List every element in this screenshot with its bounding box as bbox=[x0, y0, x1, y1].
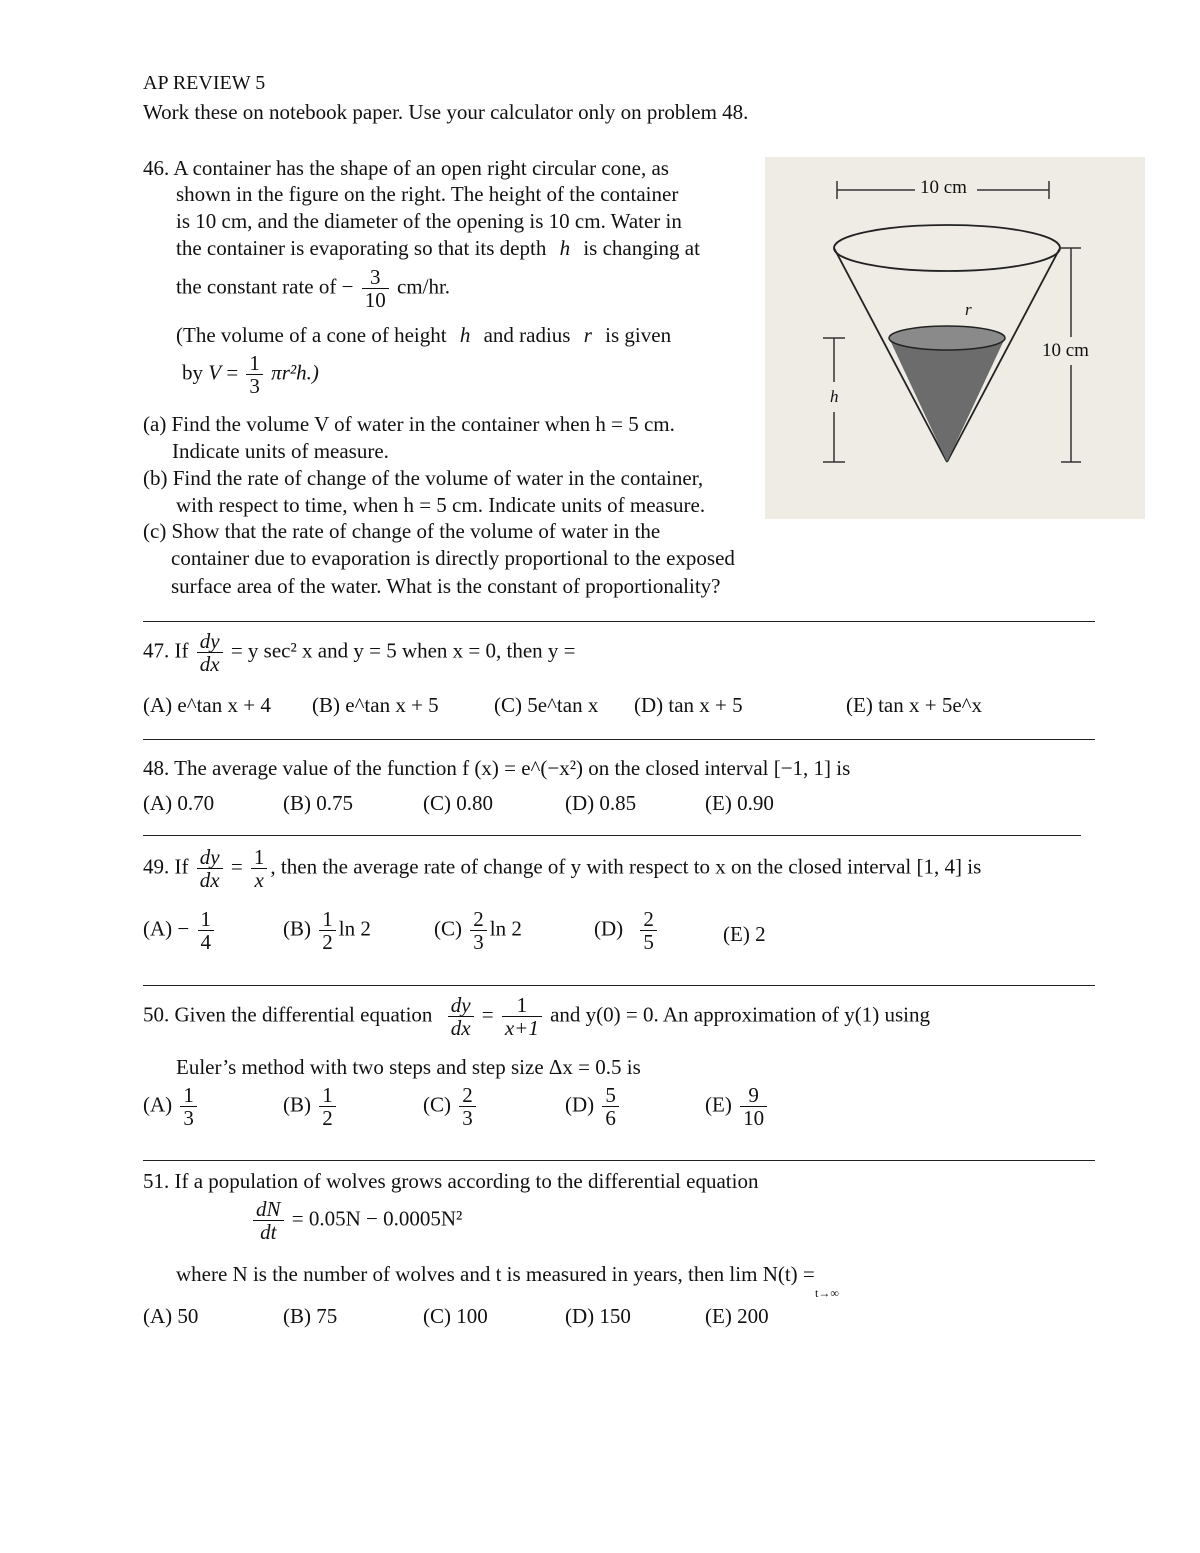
q49-den: dx bbox=[199, 868, 220, 893]
cone-rim bbox=[834, 225, 1060, 271]
divider-1 bbox=[143, 621, 1095, 622]
q47-stem bbox=[143, 630, 576, 675]
q49-d-den: 5 bbox=[643, 930, 654, 955]
q51-equation bbox=[250, 1198, 462, 1243]
q49-b-num: 1 bbox=[319, 908, 336, 931]
q50-option-a bbox=[143, 1084, 200, 1129]
q50-num: dy bbox=[448, 994, 474, 1017]
q47-prefix: 47. If bbox=[143, 638, 189, 663]
q46-part-c-line3: surface area of the water. What is the constant of proportionality? bbox=[171, 574, 721, 598]
q49-option-e: (E) 2 bbox=[723, 922, 766, 946]
q50-eq: = bbox=[481, 1002, 494, 1027]
q50-b-num: 1 bbox=[319, 1084, 336, 1107]
q49-d-label: (D) bbox=[594, 916, 624, 941]
q48-option-c: (C) 0.80 bbox=[423, 791, 493, 815]
q49-option-c bbox=[434, 908, 522, 953]
divider-2 bbox=[143, 739, 1095, 740]
q49-b-den: 2 bbox=[322, 930, 333, 955]
q50-stem bbox=[143, 994, 930, 1039]
q50-d-label: (D) bbox=[565, 1092, 595, 1117]
q49-option-b bbox=[283, 908, 371, 953]
q50-d-num: 5 bbox=[602, 1084, 619, 1107]
q49-a-num: 1 bbox=[198, 908, 215, 931]
q46-line1: 46. A container has the shape of an open right circular cone, as bbox=[143, 156, 669, 180]
q50-prefix: 50. Given the differential equation bbox=[143, 1002, 433, 1027]
q49-a-den: 4 bbox=[200, 930, 211, 955]
q46-volume-formula bbox=[182, 352, 319, 397]
q50-rest: and y(0) = 0. An approximation of y(1) using bbox=[550, 1002, 930, 1027]
q49-d-num: 2 bbox=[640, 908, 657, 931]
q50-e-den: 10 bbox=[743, 1106, 765, 1131]
q46-line4-a: the container is evaporating so that its depth bbox=[176, 236, 547, 260]
q46-vol-h: h bbox=[459, 323, 471, 347]
figure-h-label: h bbox=[830, 387, 839, 406]
instructions: Work these on notebook paper. Use your calculator only on problem 48. bbox=[143, 100, 749, 124]
q49-b-label: (B) bbox=[283, 916, 311, 941]
q47-option-b: (B) e^tan x + 5 bbox=[312, 693, 439, 717]
q49-c-num: 2 bbox=[470, 908, 487, 931]
q50-option-b bbox=[283, 1084, 339, 1129]
q46-part-b-line2: with respect to time, when h = 5 cm. Indicate units of measure. bbox=[176, 493, 706, 517]
q46-line3: is 10 cm, and the diameter of the opening is 10 cm. Water in bbox=[176, 209, 682, 233]
q46-part-c-line1: (c) Show that the rate of change of the volume of water in the bbox=[143, 519, 661, 543]
q46-by-rest: πr²h.) bbox=[271, 360, 319, 385]
q51-rest: = 0.05N − 0.0005N² bbox=[291, 1206, 463, 1231]
q50-b-den: 2 bbox=[322, 1106, 333, 1131]
q49-den2: x bbox=[254, 868, 264, 893]
q49-rest: , then the average rate of change of y with respect to x on the closed interval [1, 4] is bbox=[270, 854, 982, 879]
figure-top-label: 10 cm bbox=[920, 177, 967, 198]
q46-part-c-line2: container due to evaporation is directly proportional to the exposed bbox=[171, 546, 735, 570]
q46-vol-a: (The volume of a cone of height bbox=[176, 323, 447, 347]
q49-num2: 1 bbox=[251, 846, 268, 869]
q46-line2: shown in the figure on the right. The height of the container bbox=[176, 182, 679, 206]
q51-line3: where N is the number of wolves and t is measured in years, then lim N(t) = bbox=[176, 1262, 815, 1286]
q51-option-d: (D) 150 bbox=[565, 1304, 631, 1328]
water-surface bbox=[889, 326, 1005, 350]
q46-by-V: V bbox=[208, 360, 222, 385]
q51-option-e: (E) 200 bbox=[705, 1304, 769, 1328]
q49-option-a bbox=[143, 908, 217, 953]
divider-4 bbox=[143, 985, 1095, 986]
q46-var-h: h bbox=[559, 236, 571, 260]
q49-c-den: 3 bbox=[473, 930, 484, 955]
q50-option-d bbox=[565, 1084, 622, 1129]
q46-rate-suffix: cm/hr. bbox=[396, 274, 451, 299]
q50-e-label: (E) bbox=[705, 1092, 732, 1117]
q50-b-label: (B) bbox=[283, 1092, 311, 1117]
q50-option-c bbox=[423, 1084, 479, 1129]
q51-option-c: (C) 100 bbox=[423, 1304, 488, 1328]
q46-rate-num: 3 bbox=[362, 266, 389, 289]
q46-by-num: 1 bbox=[246, 352, 263, 375]
water-body bbox=[889, 338, 1005, 462]
q46-vol-b: and radius bbox=[483, 323, 571, 347]
q46-part-b-line1: (b) Find the rate of change of the volume of water in the container, bbox=[143, 466, 704, 490]
q47-option-c: (C) 5e^tan x bbox=[494, 693, 599, 717]
q47-num: dy bbox=[197, 630, 223, 653]
q47-option-e: (E) tan x + 5e^x bbox=[846, 693, 982, 717]
divider-5 bbox=[143, 1160, 1095, 1161]
q50-c-label: (C) bbox=[423, 1092, 451, 1117]
q51-lim-sub: t→∞ bbox=[815, 1286, 839, 1300]
q48-option-b: (B) 0.75 bbox=[283, 791, 353, 815]
page-title: AP REVIEW 5 bbox=[143, 72, 266, 94]
q49-c-label: (C) bbox=[434, 916, 462, 941]
q46-by: by bbox=[182, 360, 203, 385]
q51-option-a: (A) 50 bbox=[143, 1304, 199, 1328]
q50-num2: 1 bbox=[502, 994, 542, 1017]
q48-stem: 48. The average value of the function f (x) = e^(−x²) on the closed interval [−1, 1] is bbox=[143, 756, 851, 780]
q50-c-num: 2 bbox=[459, 1084, 476, 1107]
q50-a-den: 3 bbox=[183, 1106, 194, 1131]
q46-rate-den: 10 bbox=[364, 288, 386, 313]
cone-diagram bbox=[765, 157, 1145, 519]
q46-line4-b: is changing at bbox=[583, 236, 700, 260]
q47-den: dx bbox=[199, 652, 220, 677]
q48-option-a: (A) 0.70 bbox=[143, 791, 215, 815]
q46-rate bbox=[176, 266, 450, 311]
q49-a-label: (A) − bbox=[143, 916, 190, 941]
q46-part-a-line2: Indicate units of measure. bbox=[172, 439, 389, 463]
q46-vol-c: is given bbox=[605, 323, 672, 347]
q48-option-d: (D) 0.85 bbox=[565, 791, 637, 815]
q46-volume-line bbox=[176, 323, 671, 348]
q50-d-den: 6 bbox=[605, 1106, 616, 1131]
q51-option-b: (B) 75 bbox=[283, 1304, 338, 1328]
q49-b-after: ln 2 bbox=[338, 916, 371, 941]
q50-e-num: 9 bbox=[740, 1084, 767, 1107]
q50-line2: Euler’s method with two steps and step size Δx = 0.5 is bbox=[176, 1055, 641, 1079]
q47-option-d: (D) tan x + 5 bbox=[634, 693, 743, 717]
q50-den: dx bbox=[450, 1016, 471, 1041]
figure-r-label: r bbox=[965, 300, 972, 319]
q48-option-e: (E) 0.90 bbox=[705, 791, 774, 815]
q49-stem bbox=[143, 846, 981, 891]
q51-line1: 51. If a population of wolves grows according to the differential equation bbox=[143, 1169, 759, 1193]
q47-rest: = y sec² x and y = 5 when x = 0, then y = bbox=[230, 638, 576, 663]
q51-den: dt bbox=[260, 1220, 277, 1245]
q50-den2: x+1 bbox=[504, 1016, 539, 1041]
q49-num: dy bbox=[197, 846, 223, 869]
q51-num: dN bbox=[253, 1198, 284, 1221]
q46-by-eq: = bbox=[226, 360, 239, 385]
figure-right-label: 10 cm bbox=[1042, 340, 1089, 361]
q50-a-num: 1 bbox=[180, 1084, 197, 1107]
q47-option-a: (A) e^tan x + 4 bbox=[143, 693, 271, 717]
cone-figure bbox=[765, 157, 1145, 519]
divider-3 bbox=[143, 835, 1081, 836]
q46-vol-r: r bbox=[583, 323, 592, 347]
q46-by-den: 3 bbox=[249, 374, 260, 399]
q46-rate-prefix: the constant rate of − bbox=[176, 274, 354, 299]
q50-a-label: (A) bbox=[143, 1092, 173, 1117]
q46-part-a-line1: (a) Find the volume V of water in the container when h = 5 cm. bbox=[143, 412, 675, 436]
q46-line4 bbox=[176, 236, 700, 261]
q50-c-den: 3 bbox=[462, 1106, 473, 1131]
q49-c-after: ln 2 bbox=[489, 916, 522, 941]
q49-prefix: 49. If bbox=[143, 854, 189, 879]
q50-option-e bbox=[705, 1084, 770, 1129]
q49-option-d bbox=[594, 908, 660, 953]
q49-eq: = bbox=[230, 854, 243, 879]
